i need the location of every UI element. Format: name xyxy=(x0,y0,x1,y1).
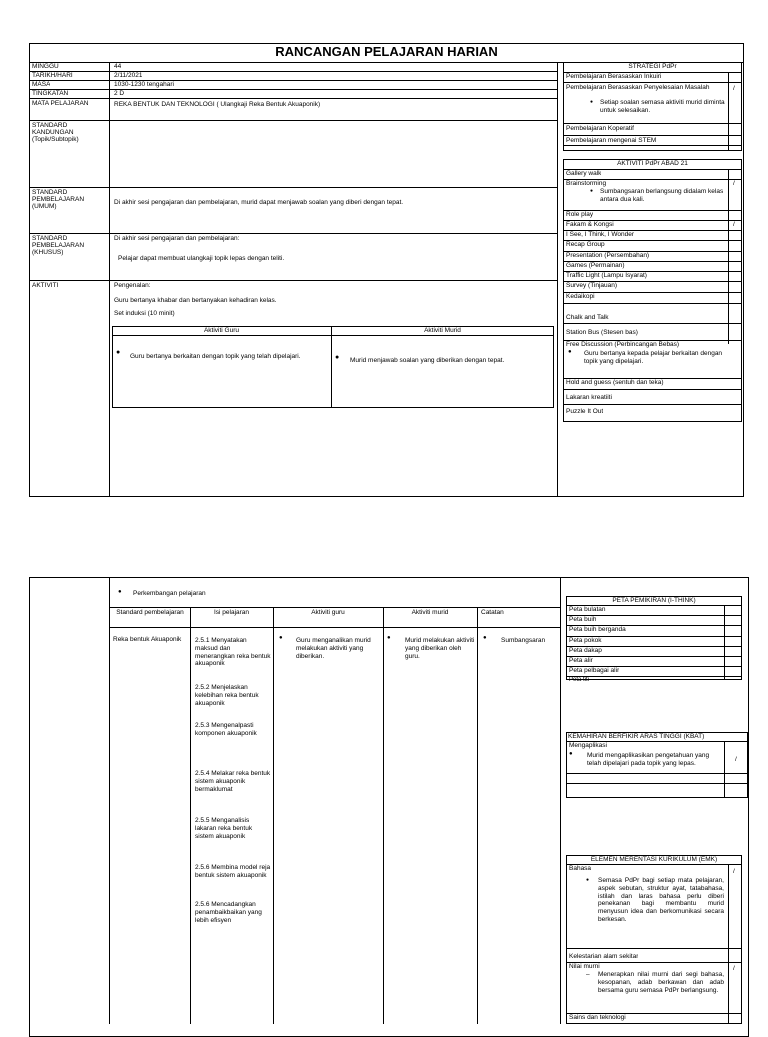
abad21-item: Chalk and Talk xyxy=(566,314,609,321)
abad21-item: Presentation (Persembahan) xyxy=(566,252,650,259)
strategi-item: Pembelajaran Koperatif xyxy=(566,125,634,132)
peta-item: Peta pokok xyxy=(569,637,602,644)
bullet-icon: ● xyxy=(590,188,594,194)
bullet-icon: ● xyxy=(569,751,573,757)
bullet-icon: ● xyxy=(568,349,572,355)
abad21-item: I See, I Think, I Wonder xyxy=(566,231,635,238)
field-label-tingkatan: TINGKATAN xyxy=(32,90,69,97)
aktiviti-murid-text: Murid menjawab soalan yang diberikan dengan tepat. xyxy=(350,357,505,364)
bullet-icon: ● xyxy=(116,349,121,356)
abad21-header: AKTIVITI PdPr ABAD 21 xyxy=(617,160,688,167)
emk-header: ELEMEN MERENTASI KURIKULUM (EMK) xyxy=(590,856,718,863)
abad21-item: Recap Group xyxy=(566,241,605,248)
aktiviti-murid-header: Aktiviti Murid xyxy=(424,327,461,334)
isi-item: 2.5.1 Menyatakan maksud dan menerangkan reka bentuk akuaponik xyxy=(195,637,271,668)
abad21-item: Fakam & Kongsi xyxy=(566,221,614,228)
dash-icon: – xyxy=(586,971,590,978)
abad21-item: Brainstorming xyxy=(566,180,607,187)
peta-header: PETA PEMIKIRAN (I-THINK) xyxy=(612,597,696,604)
page-title: RANCANGAN PELAJARAN HARIAN xyxy=(275,44,498,59)
brainstorming-note: Sumbangsaran berlangsung didalam kelas antara dua kali. xyxy=(600,188,724,203)
abad21-item: Gallery walk xyxy=(566,170,602,177)
isi-item: 2.5.5 Menganalisis lakaran reka bentuk sistem akuaponik xyxy=(195,817,253,840)
field-label-aktiviti: AKTIVITI xyxy=(32,282,59,289)
kbat-mark: / xyxy=(735,756,737,763)
kbat-item: Mengaplikasi xyxy=(569,742,607,749)
catatan-value: Sumbangsaran xyxy=(501,637,546,644)
standard-value: Reka bentuk Akuaponik xyxy=(113,636,182,643)
abad21-mark: / xyxy=(733,180,735,187)
isi-item: 2.5.6 Membina model reja bentuk sistem akuaponik xyxy=(195,864,271,879)
aktiviti-intro: Guru bertanya khabar dan bertanyakan kehadiran kelas. xyxy=(114,297,277,304)
emk-nilai: Nilai murni xyxy=(569,963,600,970)
field-label-masa: MASA xyxy=(32,81,51,88)
strategi-item: Pembelajaran Berasaskan Penyelesaian Masalah xyxy=(566,84,710,91)
col-header-catatan: Catatan xyxy=(481,609,504,616)
col-header-aktiviti-guru: Aktiviti guru xyxy=(311,609,345,616)
abad21-item: Survey (Tinjauan) xyxy=(566,282,618,289)
field-value-sp-umum: Di akhir sesi pengajaran dan pembelajaran, murid dapat menjawab soalan yang diberi dengan tepat. xyxy=(114,199,404,206)
kbat-header: KEMAHIRAN BERFIKIR ARAS TINGGI (KBAT) xyxy=(568,733,705,740)
isi-item: 2.5.2 Menjelaskan kelebihan reka bentuk akuaponik xyxy=(195,684,259,707)
emk-nilai-mark: / xyxy=(733,965,735,972)
emk-nilai-note: Menerapkan nilai murni dari segi bahasa, kesopanan, adab berkawan dan adab bersama guru semasa PdPr berlangsung. xyxy=(598,971,724,994)
bullet-icon: ● xyxy=(118,589,122,595)
strategi-item: Pembelajaran mengenai STEM xyxy=(566,137,657,144)
bullet-icon: ● xyxy=(279,635,283,641)
abad21-item: Games (Permainan) xyxy=(566,262,625,269)
field-label-standard-kandungan: STANDARD KANDUNGAN (Topik/Subtopik) xyxy=(32,122,79,144)
peta-item: Peta bulatan xyxy=(569,606,606,613)
bullet-icon: ● xyxy=(483,635,487,641)
col-header-isi: Isi pelajaran xyxy=(213,609,250,616)
peta-item: Peta buih berganda xyxy=(569,626,626,633)
emk-sains: Sains dan teknologi xyxy=(569,1014,626,1021)
emk-kelestarian: Kelestarian alam sekitar xyxy=(569,953,639,960)
aktiviti-pengenalan: Pengenalan: xyxy=(114,282,151,289)
aktiviti-guru-p2: Guru menganalikan murid melakukan aktiviti yang diberikan. xyxy=(296,637,371,660)
field-value-tingkatan: 2 D xyxy=(114,90,125,97)
field-label-sp-khusus: STANDARD PEMBELAJARAN (KHUSUS) xyxy=(32,235,85,257)
strategi-mark: / xyxy=(733,85,735,92)
field-value-masa: 1030-1230 tengahari xyxy=(114,81,174,88)
bullet-icon: ● xyxy=(335,354,340,361)
field-label-sp-umum: STANDARD PEMBELAJARAN (UMUM) xyxy=(32,189,85,211)
emk-bahasa-mark: / xyxy=(733,868,735,875)
discussion-note: Guru bertanya kepada pelajar berkaitan dengan topik yang dipelajari. xyxy=(584,350,723,365)
abad21-item: Station Bus (Stesen bas) xyxy=(566,329,638,336)
abad21-item: Role play xyxy=(566,211,594,218)
peta-item: Peta dakap xyxy=(569,647,602,654)
abad21-item: Kedaikopi xyxy=(566,293,595,300)
aktiviti-murid-p2: Murid melakukan aktiviti yang diberikan oleh guru. xyxy=(405,637,475,660)
field-value-tarikh: 2/11/2021 xyxy=(114,72,143,79)
bullet-icon: ● xyxy=(586,877,590,883)
isi-item: 2.5.4 Melakar reka bentuk sistem akuaponik bermaklumat xyxy=(195,770,271,793)
bullet-icon: ● xyxy=(387,635,391,641)
strategi-item: Pembelajaran Berasaskan Inkuiri xyxy=(566,73,662,80)
emk-bahasa-note: Semasa PdPr bagi setiap mata pelajaran, aspek sebutan, struktur ayat, tatabahasa, istilah dan laras bahasa perlu diberi penekanan bagi membantu murid menyusun idea dan berkomunikasi secara berkesan. xyxy=(598,877,724,923)
abad21-item: Free Discussion (Perbincangan Bebas) xyxy=(566,341,680,348)
abad21-item: Hold and guess (sentuh dan teka) xyxy=(566,379,664,386)
abad21-item: Lakaran kreatiiti xyxy=(566,394,612,401)
aktiviti-guru-text: Guru bertanya berkaitan dengan topik yang telah dipelajari. xyxy=(130,353,301,360)
kbat-note: Murid mengaplikasikan pengetahuan yang telah dipelajari pada topik yang lepas. xyxy=(587,752,710,767)
bullet-icon: ● xyxy=(590,99,594,105)
abad21-mark: / xyxy=(733,221,735,228)
aktiviti-guru-header: Aktiviti Guru xyxy=(203,327,240,334)
abad21-item: Puzzle It Out xyxy=(566,408,604,415)
col-header-aktiviti-murid: Aktiviti murid xyxy=(411,609,449,616)
strategi-note: Setiap soalan semasa aktiviti murid diminta untuk selesaikan. xyxy=(600,99,725,114)
peta-item: Peta pelbagai alir xyxy=(569,667,620,674)
isi-item: 2.5.6 Mencadangkan penambaikbaikan yang lebih efisyen xyxy=(195,901,262,924)
isi-item: 2.5.3 Mengenalpasti komponen akuaponik xyxy=(195,722,257,737)
khusus-point: Pelajar dapat membuat ulangkaji topik lepas dengan teliti. xyxy=(118,255,285,262)
aktiviti-table xyxy=(112,326,554,408)
field-value-mata-pelajaran: REKA BENTUK DAN TEKNOLOGI ( Ulangkaji Reka Bentuk Akuaponik) xyxy=(114,101,321,108)
field-label-tarikh: TARIKH/HARI xyxy=(32,72,73,79)
abad21-item: Traffic Light (Lampu Isyarat) xyxy=(566,272,647,279)
field-value-minggu: 44 xyxy=(114,63,122,70)
field-label-mata-pelajaran: MATA PELAJARAN xyxy=(32,100,89,107)
perkembangan-title: Perkembangan pelajaran xyxy=(133,590,206,597)
peta-item: Peta buih xyxy=(569,616,597,623)
strategi-header: STRATEGI PdPr xyxy=(628,63,677,70)
set-induksi: Set induksi (10 minit) xyxy=(114,310,175,317)
field-value-sp-khusus: Di akhir sesi pengajaran dan pembelajaran: xyxy=(114,235,240,242)
peta-item: Peta titi xyxy=(569,677,590,683)
peta-item: Peta alir xyxy=(569,657,593,664)
emk-bahasa: Bahasa xyxy=(569,865,592,872)
field-label-minggu: MINGGU xyxy=(32,63,59,70)
col-header-standard: Standard pembelajaran xyxy=(116,609,184,616)
